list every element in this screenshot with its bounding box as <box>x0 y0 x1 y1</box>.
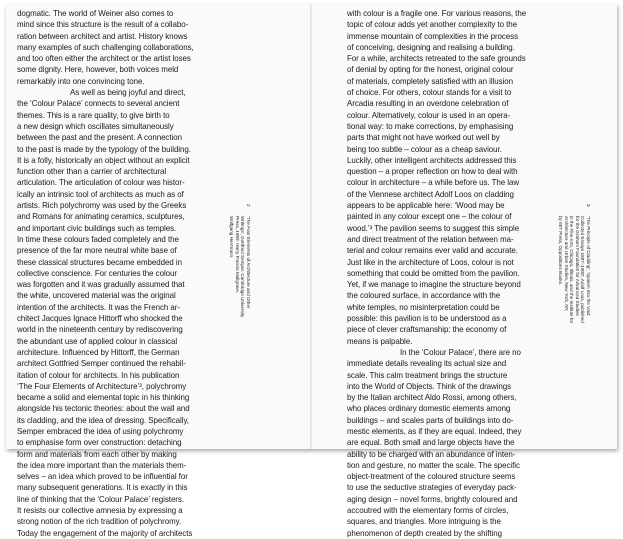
text-line: selves – an idea which proved to be influential for <box>17 472 188 482</box>
text-line: accoutred with the elementary forms of circles, <box>347 506 509 516</box>
text-line: a new design which oscillates simultaneously <box>17 121 174 131</box>
text-line: form and materials from each other by making <box>17 449 177 459</box>
text-line: tion and gesture, no matter the scale. The specific <box>347 460 520 470</box>
text-line: It resists our collective amnesia by expressing a <box>17 506 183 516</box>
text-line: and important civic buildings such as temples. <box>17 223 177 233</box>
text-line: and too often either the architect or the artist loses <box>17 54 191 64</box>
footnote-line: Wolfgang Herrmann. <box>229 216 235 259</box>
text-line: painted in any colour except one – the colour of <box>347 212 512 222</box>
text-line: the coloured surface, in accordance with the <box>347 291 501 301</box>
right-page <box>312 4 617 538</box>
text-line: In time these colours faded completely and the <box>17 234 179 244</box>
text-line: articulation. The articulation of colour was histor- <box>17 178 185 188</box>
text-line: scale. This calm treatment brings the structure <box>347 370 508 380</box>
text-line: became a solid and elemental topic in his thinking <box>17 393 190 403</box>
text-line: and Romans for animating ceramics, sculptures, <box>17 212 185 222</box>
text-line: question – a proper reflection on how to deal with <box>347 167 518 177</box>
text-line: mestic elements, as if they are equal. Indeed, they <box>347 426 522 436</box>
text-line: world in the nineteenth century by rediscovering <box>17 325 183 335</box>
text-line: line of thinking that the ‘Colour Palace’ registers. <box>17 494 184 504</box>
text-line: ration between architect and artist. History knows <box>17 31 188 41</box>
text-line: of materials, completely satisfied with an illusion <box>347 76 513 86</box>
text-line: immense mountain of complexities in the process <box>347 31 519 41</box>
footnote-line: Collected Essays 1897–1900’, Adolf Loos, published <box>580 216 586 323</box>
right-body-text <box>347 8 575 539</box>
footnote-line: in the Fine Arts, Chicago, Illinois, and the Institute for <box>569 216 575 324</box>
text-line: many examples of such challenging collaborations, <box>17 42 194 52</box>
text-line: object-treatment of the coloured structure seems <box>347 472 516 482</box>
text-line: many subsequent generations. It is exactly in this <box>17 483 188 493</box>
text-line: It is a folly, historically an object without an explicit <box>17 155 190 165</box>
left-page <box>6 4 311 538</box>
text-line: Just like in the architecture of Loos, colour is not <box>347 257 514 267</box>
text-line: remarkably into one convincing tone. <box>17 76 145 86</box>
text-line: terial and colour remains ever valid and accurate. <box>347 246 518 256</box>
text-line: of choice. For others, colour stands for a visit to <box>347 88 512 98</box>
text-line: who places ordinary domestic elements among <box>347 404 511 414</box>
text-line: alongside his tectonic theories: about the wall and <box>17 404 190 414</box>
right-footnote <box>558 204 623 404</box>
text-line: In the ‘Colour Palace’, there are no <box>400 347 521 357</box>
left-body-text <box>17 8 245 539</box>
text-line: Today the engagement of the majority of architects <box>17 528 193 538</box>
text-line: parts that might not have worked out well by <box>347 133 500 143</box>
text-line: into the World of Objects. Think of the drawings <box>347 381 512 391</box>
text-line: and direct treatment of the relation between ma- <box>347 234 514 244</box>
text-line: its cladding, and the idea of dressing. Specifically, <box>17 415 189 425</box>
text-line: topic of colour adds yet another complexity to the <box>347 20 518 30</box>
text-line: squares, and triangles. More intriguing is the <box>347 517 501 527</box>
text-line: Yet, if we manage to imagine the structure beyond <box>347 280 521 290</box>
text-line: collective conscience. For centuries the colour <box>17 268 178 278</box>
text-line: of the Viennese architect Adolf Loos on cladding <box>347 189 514 199</box>
text-line: architecture. Influenced by Hittorff, the German <box>17 347 180 357</box>
text-line: Semper embraced the idea of using polychromy <box>17 426 184 436</box>
text-line: colour. Alternatively, colour is used in an opera- <box>347 110 511 120</box>
footnote-line: Press, 1989. Harry Francis Mallgrave, <box>234 216 240 294</box>
text-line: being too subtle – colour as a cheap saviour. <box>347 144 502 154</box>
footnote-number: 3 <box>586 204 591 207</box>
text-line: ically an intrinsic tool of architects as much as of <box>17 189 184 199</box>
footnote-line: ‘The Four Elements of Architecture and Other <box>246 216 251 309</box>
footnote-number: 2 <box>246 204 251 207</box>
text-line: of conceiving, designing and realising a building. <box>347 42 515 52</box>
text-line: wood.’³ The pavilion seems to suggest this simple <box>347 223 520 233</box>
text-line: ability to be charged with an abundance of inten- <box>347 449 516 459</box>
text-line: tional way: to make corrections, by emphasising <box>347 121 514 131</box>
text-line: between the past and the present. A connection <box>17 133 182 143</box>
text-line: Arcadia resulting in an overdone celebration of <box>347 99 509 109</box>
footnote-line: Architecture and Urban Studies, New York, NY, <box>563 216 569 312</box>
text-line: some dignity. Here, however, both voices meld <box>17 65 179 75</box>
text-line: the ‘Colour Palace’ connects to several ancient <box>17 99 180 109</box>
footnote-line: Writings’, Gottfried Semper. Cambridge University <box>240 216 246 318</box>
text-line: to emphasise form over construction: detaching <box>17 438 182 448</box>
text-line: chitect Jacques Ignace Hittorff who shocked the <box>17 314 183 324</box>
text-line: itation of colour for architects. In his publication <box>17 370 180 380</box>
footnote-line: for the Graham Foundation for Advanced Studies <box>574 216 580 316</box>
footnote-line: by MIT Press, Oppositions Books. <box>558 216 564 286</box>
text-line: immediate details revealing its actual size and <box>347 359 507 369</box>
text-line: ‘The Four Elements of Architecture’², polychromy <box>17 381 187 391</box>
text-line: dogmatic. The world of Weiner also comes to <box>17 9 174 18</box>
text-line: with colour is a fragile one. For various reasons, the <box>347 9 527 18</box>
text-line: something that could be omitted from the pavilion. <box>347 268 520 278</box>
text-line: phenomenon of depth created by the shifting <box>347 528 502 538</box>
text-line: For a while, architects retreated to the safe grounds <box>347 54 526 64</box>
text-line: of denial by opting for the honest, original colour <box>347 65 514 75</box>
text-line: means is palpable. <box>347 336 413 346</box>
text-line: mind since this structure is the result of a collabo- <box>17 20 189 30</box>
text-line: As well as being joyful and direct, <box>70 88 186 98</box>
text-line: possible: this pavilion is to be understood as a <box>347 314 507 324</box>
text-line: architect Gottfried Semper continued the rehabil- <box>17 359 186 369</box>
text-line: by the Italian architect Aldo Rossi, among others, <box>347 393 517 403</box>
text-line: function other than a carrier of architectural <box>17 167 167 177</box>
text-line: artists. Rich polychromy was used by the Greeks <box>17 201 187 211</box>
text-line: themes. This is a rare quality, to give birth to <box>17 110 170 120</box>
text-line: piece of clever craftsmanship: the economy of <box>347 325 507 335</box>
text-line: the white, uncovered material was the original <box>17 291 176 301</box>
book-spread <box>6 4 617 538</box>
text-line: white temples, no misinterpretation could be <box>347 302 500 312</box>
text-line: intention of the architects. It was the French ar- <box>17 302 180 312</box>
text-line: aging design – novel forms, brightly coloured and <box>347 494 518 504</box>
text-line: strong notion of the rich tradition of polychromy. <box>17 517 182 527</box>
footnote-line: ‘The Principle of Cladding’, ‘Spoken into the Void: <box>586 216 591 317</box>
text-line: the abundant use of applied colour in classical <box>17 336 178 346</box>
text-line: colour in architecture – a while before us. The law <box>347 178 520 188</box>
text-line: are equal. Both small and large objects have the <box>347 438 515 448</box>
text-line: was forgotten and it was gradually assumed that <box>17 280 185 290</box>
text-line: to the past is made by the typology of the building. <box>17 144 191 154</box>
text-line: buildings – and scales parts of buildings into do- <box>347 415 514 425</box>
text-line: appears to be applicable here: ‘Wood may be <box>347 201 505 211</box>
text-line: presence of the far more neutral white base of <box>17 246 177 256</box>
text-line: Luckily, other intelligent architects addressed this <box>347 155 517 165</box>
text-line: to use the seductive strategies of everyday pack- <box>347 483 517 493</box>
text-line: the idea more important than the materials them- <box>17 460 187 470</box>
text-line: these classical structures became embedded in <box>17 257 182 267</box>
